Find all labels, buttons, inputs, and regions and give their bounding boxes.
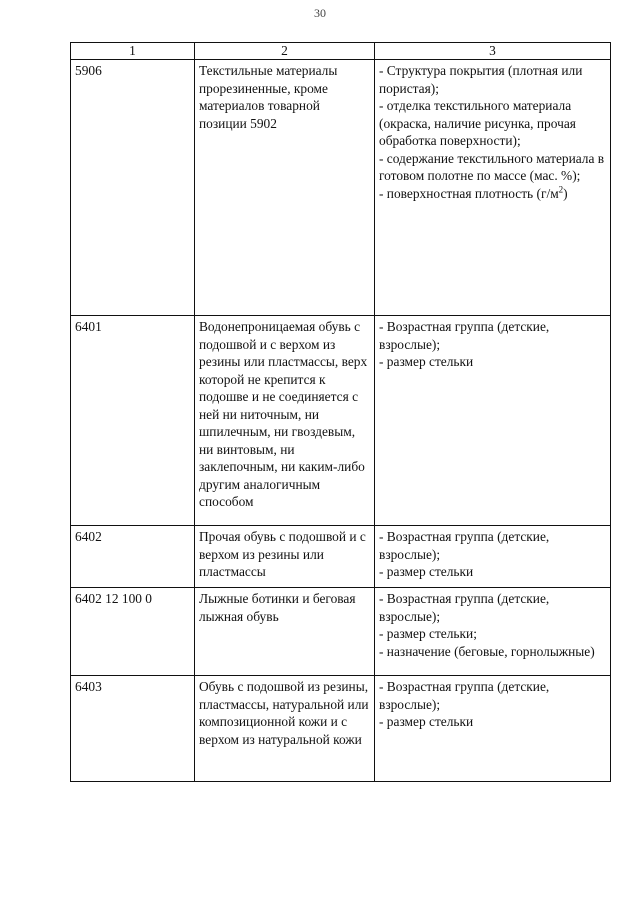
attribute-item: - размер стельки [379, 354, 474, 369]
attribute-item: - содержание текстильного материала в готовом полотне по массе (мас. %); [379, 150, 605, 183]
description-cell: Текстильные материалы прорезиненные, кроме материалов товарной позиции 5902 [195, 60, 375, 316]
description-cell: Обувь с подошвой из резины, пластмассы, натуральной или композиционной кожи и с верхом из натуральной кожи [195, 676, 375, 782]
attribute-item: - размер стельки [379, 564, 474, 579]
table-row [71, 588, 611, 676]
code-cell: 6403 [71, 676, 195, 782]
table-row [71, 676, 611, 782]
attributes-cell [375, 526, 611, 588]
attribute-item: - Структура покрытия (плотная или пористая); [379, 63, 583, 96]
attributes-cell [375, 588, 611, 676]
superscript: 2 [558, 184, 564, 195]
attribute-item: - размер стельки; [379, 626, 477, 641]
description-cell: Прочая обувь с подошвой и с верхом из резины или пластмассы [195, 526, 375, 588]
attributes-cell [375, 316, 611, 526]
attribute-text: - поверхностная плотность (г/м [379, 185, 559, 201]
header-col-3: 3 [375, 43, 611, 60]
table-header [71, 43, 611, 60]
header-col-1: 1 [71, 43, 195, 60]
attributes-cell [375, 60, 611, 316]
description-cell: Водонепроницаемая обувь с подошвой и с верхом из резины или пластмассы, верх которой не крепится к подошве и не соединяется с ней ни ниточным, ни шпилечным, ни гвоздевым, ни винтовым, ни заклепочным, ни каким-либо другим аналогичным способом [195, 316, 375, 526]
attributes-cell [375, 676, 611, 782]
attribute-item: - отделка текстильного материала (окраска, наличие рисунка, прочая обработка поверхности); [379, 98, 576, 148]
attribute-item: - Возрастная группа (детские, взрослые); [379, 591, 550, 624]
code-cell: 6401 [71, 316, 195, 526]
table-row [71, 526, 611, 588]
code-cell: 6402 [71, 526, 195, 588]
page-number: 30 [314, 6, 326, 20]
header-row [71, 43, 611, 60]
table-row [71, 60, 611, 316]
attribute-item [379, 185, 606, 203]
attribute-item: - Возрастная группа (детские, взрослые); [379, 679, 550, 712]
code-cell: 6402 12 100 0 [71, 588, 195, 676]
attribute-item: - Возрастная группа (детские, взрослые); [379, 529, 550, 562]
table-row [71, 316, 611, 526]
attribute-item: - размер стельки [379, 714, 474, 729]
description-cell: Лыжные ботинки и беговая лыжная обувь [195, 588, 375, 676]
header-col-2: 2 [195, 43, 375, 60]
code-cell: 5906 [71, 60, 195, 316]
attribute-item: - назначение (беговые, горнолыжные) [379, 643, 595, 659]
attribute-text-end: ) [563, 185, 568, 201]
classification-table [70, 42, 611, 782]
attribute-item: - Возрастная группа (детские, взрослые); [379, 319, 550, 352]
